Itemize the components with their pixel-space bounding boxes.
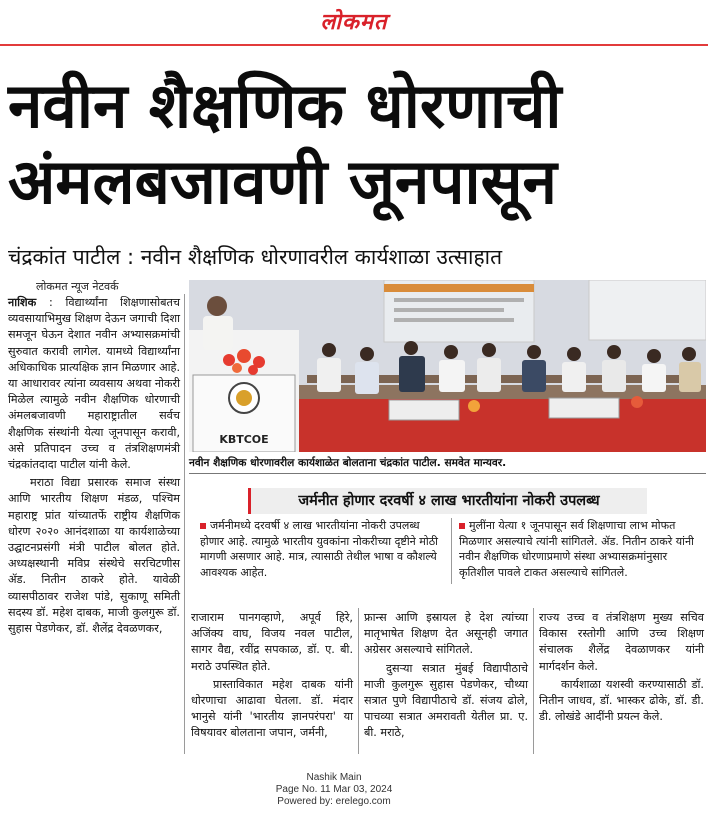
c2-paragraph-2: दुसऱ्या सत्रात मुंबई विद्यापीठाचे माजी कुलगुरू सुहास पेडणेकर, चौथ्या सत्रात पुणे विद्यापीठाचे डॉ. संजय ढोले, पाचव्या सत्रात अमरावती येतील प्रा. ए. बी. मराठे, xyxy=(364,661,528,740)
c3-paragraph-1: राज्य उच्च व तंत्रशिक्षण मुख्य सचिव विकास रस्तोगी आणि उच्च शिक्षण संचालक शैलेंद्र देवळाणकर यांनी मार्गदर्शन केले. xyxy=(539,611,704,673)
c3-paragraph-2: कार्यशाळा यशस्वी करण्यासाठी डॉ. नितीन जाधव, डॉ. भास्कर ढोके, डॉ. डी. डी. लोखंडे आदींनी प्रयत्न केले. xyxy=(539,677,704,724)
box-left-text: जर्मनीमध्ये दरवर्षी ४ लाख भारतीयांना नोकरी उपलब्ध होणार आहे. त्यामुळे भारतीय युवकांना नोकरीच्या दृष्टीने मोठी मागणी असणार आहे. मात्र, त्यासाठी तेथील भाषा व कौशल्ये आवश्यक आहेत. xyxy=(200,519,438,579)
bottom-column-3 xyxy=(539,610,704,727)
box-heading: जर्मनीत होणार दरवर्षी ४ लाख भारतीयांना नोकरी उपलब्ध xyxy=(248,488,647,514)
footer-powered-by: Powered by: erelego.com xyxy=(277,796,391,807)
event-photo xyxy=(189,280,706,452)
column-rule-left xyxy=(184,294,185,754)
caption-rule xyxy=(189,473,706,474)
c1-paragraph-1: राजाराम पानगव्हाणे, अपूर्व हिरे, अजिंक्य वाघ, विजय नवल पाटील, सागर वैद्य, रवींद्र सपकाळ, डॉ. ए. बी. मराठे उपस्थित होते. xyxy=(191,611,353,673)
photo-caption: नवीन शैक्षणिक धोरणावरील कार्यशाळेत बोलताना चंद्रकांत पाटील. समवेत मान्यवर. xyxy=(189,457,507,469)
footer xyxy=(0,772,708,808)
headline-line-1: नवीन शैक्षणिक धोरणाची xyxy=(8,69,562,142)
dateline: नाशिक xyxy=(8,296,37,309)
box-left-bullet xyxy=(200,518,446,580)
bullet-square-icon xyxy=(200,523,206,529)
subheadline: चंद्रकांत पाटील : नवीन शैक्षणिक धोरणावरील कार्यशाळा उत्साहात xyxy=(8,245,503,269)
column-rule-3 xyxy=(533,608,534,754)
footer-page-date: Page No. 11 Mar 03, 2024 xyxy=(275,784,393,795)
footer-edition: Nashik Main xyxy=(306,772,362,783)
newspaper-masthead: लोकमत xyxy=(320,9,388,35)
byline: लोकमत न्यूज नेटवर्क xyxy=(36,280,119,293)
headline-line-2: अंमलबजावणी जूनपासून xyxy=(8,145,557,218)
bottom-column-1 xyxy=(191,610,353,744)
left-paragraph-2: मराठा विद्या प्रसारक समाज संस्था आणि भारतीय शिक्षण मंडळ, पश्चिम महाराष्ट्र प्रांत यांच्यातर्फे राष्ट्रीय शैक्षणिक धोरण २०२० आनंदशाळा या कार्यशाळेच्या उद्घाटनप्रसंगी मंत्री पाटील बोलत होते. अध्यक्षस्थानी मविप्र संस्थेचे सरचिटणीस ॲड. नितीन ठाकरे होते. यावेळी व्यासपीठावर राजेश पांडे, सुकाणू समिती सदस्य डॉ. महेश दाबक, माजी कुलगुरू डॉ. सुहास पेडणेकर, डॉ. शैलेंद्र देवळणकर, xyxy=(8,476,180,636)
bullet-square-icon xyxy=(459,523,465,529)
box-right-text: मुलींना येत्या १ जूनपासून सर्व शिक्षणाचा लाभ मोफत मिळणार असल्याचे त्यांनी सांगितले. ॲड. नितीन ठाकरे यांनी नवीन शैक्षणिक धोरणाप्रमाणे संस्था अभ्यासक्रमांनुसार कृतिशील पावले टाकत असल्याचे सांगितले. xyxy=(459,519,694,579)
left-paragraph-1-text: : विद्यार्थ्यांना शिक्षणासोबतच व्यवसायाभिमुख शिक्षण देऊन जगाची दिशा समजून घेऊन देशात नवीन अभ्यासक्रमांची सुरुवात करावी लागेल. यामध्ये विद्यार्थ्यांना अधिकाधिक प्रात्यक्षिक ज्ञान मिळणार आहे. या आधारावर त्यांना व्यवसाय अथवा नोकरी मिळेल त्यामुळे नवीन शैक्षणिक धोरणाची अंमलबजावणी महाराष्ट्रातील सर्वच शैक्षणिक संस्थांनी येत्या जूनपासून करावी, असे प्रतिपादन उच्च व तंत्रशिक्षणमंत्री चंद्रकांतदादा पाटील यांनी केले. xyxy=(8,296,180,472)
left-column xyxy=(8,295,180,639)
left-paragraph-1 xyxy=(8,295,180,473)
bottom-column-2 xyxy=(364,610,528,744)
masthead-divider xyxy=(0,44,708,46)
c2-paragraph-1: फ्रान्स आणि इस्रायल हे देश त्यांच्या मातृभाषेत शिक्षण देत असूनही जगात अग्रेसर असल्याचे सांगितले. xyxy=(364,611,528,657)
box-rule xyxy=(451,518,452,584)
stage-illustration xyxy=(189,280,706,452)
c1-paragraph-2: प्रास्ताविकात महेश दाबक यांनी धोरणाचा आढावा घेतला. डॉ. मंदार भानुसे यांनी 'भारतीय ज्ञानपरंपरा' या विषयावर बोलताना जपान, जर्मनी, xyxy=(191,677,353,740)
headline xyxy=(8,68,700,220)
podium-banner-text: KBTCOE xyxy=(219,433,269,446)
box-right-bullet xyxy=(459,518,705,580)
column-rule-2 xyxy=(358,608,359,754)
